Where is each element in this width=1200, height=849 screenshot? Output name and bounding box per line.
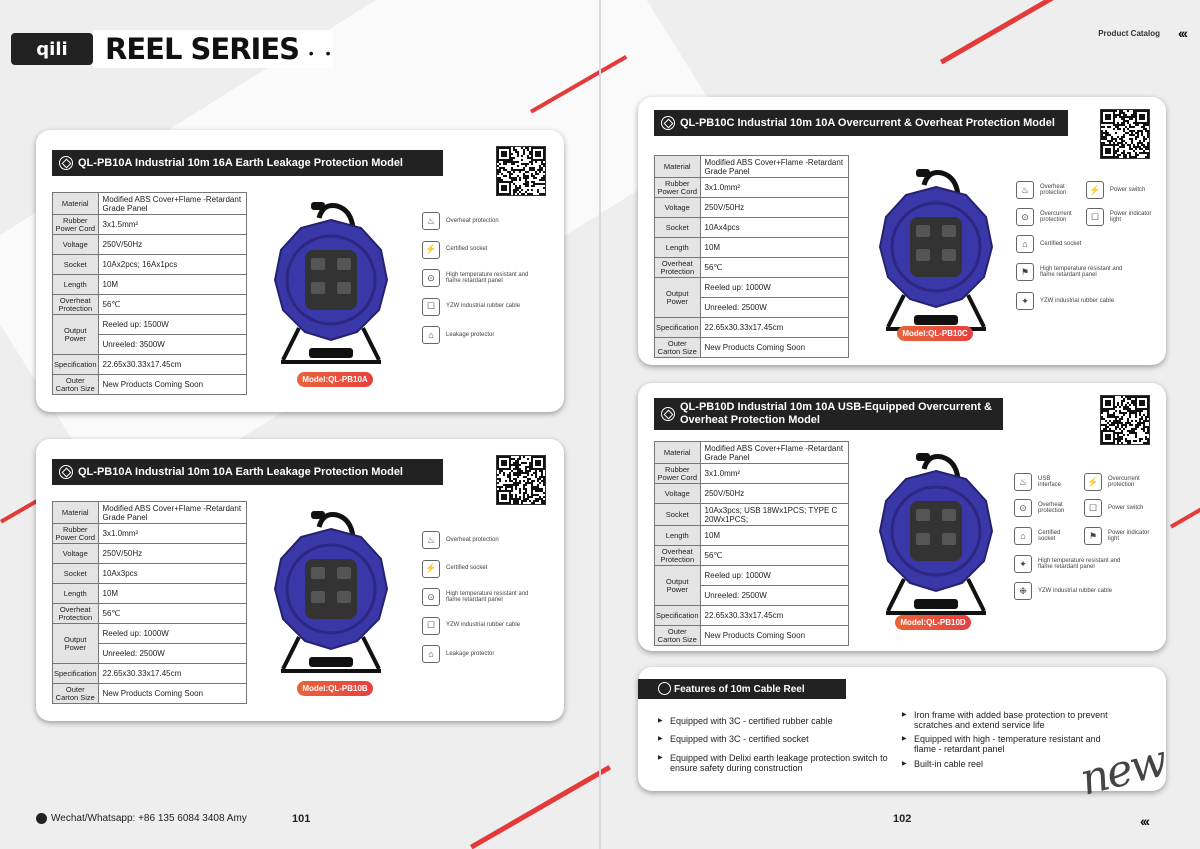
spec-value: Reeled up: 1000W: [700, 278, 848, 298]
bg-stripe-bottom: [470, 765, 611, 849]
feature-icon: ☐: [1086, 208, 1104, 226]
product-title-icon: [59, 156, 73, 170]
reel-image: [866, 165, 1006, 335]
spec-row: [53, 624, 247, 644]
spec-value: Modified ABS Cover+Flame -Retardant Grade Panel: [98, 502, 246, 524]
feature-item: [1016, 181, 1071, 199]
spec-value: 3x1.0mm²: [98, 524, 246, 544]
contact-text: Wechat/Whatsapp: +86 135 6084 3408 Amy: [51, 813, 247, 824]
page-number-right: 102: [893, 813, 912, 825]
product-title-bar: [52, 150, 443, 176]
spec-label: Rubber Power Cord: [53, 215, 99, 235]
series-dots: • • •: [292, 45, 335, 61]
spec-label: Socket: [655, 218, 701, 238]
spec-value: 250V/50Hz: [98, 235, 246, 255]
spec-value: Unreeled: 2500W: [700, 298, 848, 318]
bg-stripe-top-right: [940, 0, 1200, 64]
spec-row: [655, 278, 849, 298]
spec-label: Outer Carton Size: [53, 375, 99, 395]
spec-value: 22.65x30.33x17.45cm: [98, 664, 246, 684]
product-title: QL-PB10A Industrial 10m 10A Earth Leakage Protection Model: [78, 465, 403, 478]
product-title-icon: [661, 407, 675, 421]
feature-item: [1084, 473, 1154, 491]
feature-item: [1014, 473, 1069, 491]
feature-label: Leakage protector: [446, 650, 495, 657]
spec-row: [655, 566, 849, 586]
feature-item: [422, 531, 532, 549]
series-title: REEL SERIES: [93, 30, 333, 68]
feature-item: [422, 212, 532, 230]
feature-item: [1084, 527, 1154, 545]
spec-row: [53, 315, 247, 335]
feature-icon: ♨: [422, 212, 440, 230]
spec-value: 3x1.5mm²: [98, 215, 246, 235]
spec-row: [655, 156, 849, 178]
spec-row: [655, 484, 849, 504]
product-title-icon: [59, 465, 73, 479]
product-card-pb10c: [638, 97, 1166, 365]
spec-value: 56℃: [700, 546, 848, 566]
feature-label: USB interface: [1038, 475, 1062, 488]
spec-value: 56℃: [98, 295, 246, 315]
spec-label: Output Power: [655, 278, 701, 318]
spec-label: Outer Carton Size: [655, 626, 701, 646]
feature-icon: ⌂: [422, 645, 440, 663]
feature-item: [422, 326, 532, 344]
model-badge: Model:QL-PB10C: [897, 326, 973, 341]
spec-row: [655, 218, 849, 238]
spec-value: 10M: [700, 526, 848, 546]
catalog-label: Product Catalog: [1098, 29, 1160, 38]
feature-icon: ☐: [422, 298, 440, 316]
wechat-icon: [36, 813, 47, 824]
feature-item: [1016, 208, 1071, 226]
spec-value: Reeled up: 1000W: [700, 566, 848, 586]
feature-icon: ⌂: [1016, 235, 1034, 253]
feature-icon: ⚑: [1084, 527, 1102, 545]
product-title-icon: [661, 116, 675, 130]
spec-row: [655, 504, 849, 526]
product-title-bar: [52, 459, 443, 485]
qr-pattern: [1101, 396, 1149, 444]
brand-logo: [11, 33, 93, 65]
spec-value: 22.65x30.33x17.45cm: [700, 606, 848, 626]
spec-value: 250V/50Hz: [98, 544, 246, 564]
feature-icon: ⚡: [422, 241, 440, 259]
spec-label: Overheat Protection: [655, 258, 701, 278]
feature-label: High temperature resistant and flame retardant panel: [1040, 265, 1123, 278]
spec-value: 10M: [700, 238, 848, 258]
spec-row: [655, 464, 849, 484]
spec-value: 10Ax4pcs: [700, 218, 848, 238]
feature-icon: ⚡: [422, 560, 440, 578]
spec-label: Material: [53, 502, 99, 524]
spec-label: Rubber Power Cord: [655, 464, 701, 484]
spec-row: [53, 255, 247, 275]
spec-label: Socket: [53, 564, 99, 584]
spec-value: New Products Coming Soon: [98, 375, 246, 395]
spec-value: 10M: [98, 275, 246, 295]
feature-item: [422, 298, 532, 316]
spec-value: 56℃: [700, 258, 848, 278]
spec-value: New Products Coming Soon: [700, 626, 848, 646]
spec-value: 10Ax2pcs; 16Ax1pcs: [98, 255, 246, 275]
feature-item: [422, 645, 532, 663]
feature-item: [1016, 263, 1136, 281]
feature-label: YZW industrial rubber cable: [446, 622, 521, 629]
spec-value: 22.65x30.33x17.45cm: [700, 318, 848, 338]
feature-item: [1084, 499, 1154, 517]
spec-row: [53, 295, 247, 315]
feature-label: Overheat protection: [446, 217, 499, 224]
spec-row: [655, 178, 849, 198]
spec-label: Specification: [53, 664, 99, 684]
contact-info: [36, 813, 247, 824]
feature-label: High temperature resistant and flame retardant panel: [1038, 557, 1121, 570]
spec-label: Voltage: [53, 235, 99, 255]
cable-feature-item: ▶ Equipped with 3C - certified socket: [658, 735, 888, 745]
cable-features-title: Features of 10m Cable Reel: [674, 683, 805, 695]
qr-pattern: [497, 147, 545, 195]
new-badge: new: [1075, 735, 1171, 806]
feature-label: Certified socket: [1040, 240, 1082, 247]
spec-row: [655, 442, 849, 464]
feature-item: [1016, 292, 1136, 310]
spec-value: 250V/50Hz: [700, 198, 848, 218]
spec-label: Outer Carton Size: [53, 684, 99, 704]
spec-label: Length: [655, 526, 701, 546]
feature-icon: ☐: [422, 617, 440, 635]
feature-item: [422, 617, 532, 635]
spec-table: [654, 155, 849, 358]
spec-value: 10Ax3pcs; USB 18Wx1PCS; TYPE C 20Wx1PCS;: [700, 504, 848, 526]
qr-code-icon[interactable]: [496, 455, 546, 505]
spec-label: Socket: [53, 255, 99, 275]
feature-item: [422, 269, 532, 287]
feature-icon: ♨: [422, 531, 440, 549]
spec-row: [53, 564, 247, 584]
spec-value: Unreeled: 2500W: [700, 586, 848, 606]
spec-row: [53, 664, 247, 684]
feature-icon: ♨: [1014, 473, 1032, 491]
qr-code-icon[interactable]: [1100, 109, 1150, 159]
product-title-bar: [654, 398, 1003, 430]
spec-label: Specification: [655, 606, 701, 626]
feature-item: [1014, 499, 1069, 517]
spec-value: 250V/50Hz: [700, 484, 848, 504]
qr-code-icon[interactable]: [496, 146, 546, 196]
feature-icon: ☐: [1084, 499, 1102, 517]
reel-image: [261, 198, 401, 368]
feature-item: [422, 241, 532, 259]
spec-label: Material: [655, 442, 701, 464]
product-card-pb10d: [638, 383, 1166, 651]
feature-icon: ✦: [1016, 292, 1034, 310]
spec-label: Length: [53, 584, 99, 604]
spec-row: [53, 604, 247, 624]
feature-item: [1014, 555, 1134, 573]
spec-value: New Products Coming Soon: [98, 684, 246, 704]
feature-label: High temperature resistant and flame retardant panel: [446, 590, 529, 603]
spec-label: Output Power: [655, 566, 701, 606]
feature-item: [422, 588, 532, 606]
spec-label: Specification: [53, 355, 99, 375]
spec-label: Material: [655, 156, 701, 178]
spec-value: 22.65x30.33x17.45cm: [98, 355, 246, 375]
product-title-bar: [654, 110, 1068, 136]
feature-item: [422, 560, 532, 578]
feature-label: Overcurrent protection: [1108, 475, 1140, 488]
feature-label: Power switch: [1110, 186, 1146, 193]
spec-value: Reeled up: 1000W: [98, 624, 246, 644]
spec-row: [655, 258, 849, 278]
spec-label: Rubber Power Cord: [655, 178, 701, 198]
bg-stripe-right: [1170, 505, 1200, 528]
feature-label: Overheat protection: [446, 536, 499, 543]
feature-label: Power indicator light: [1110, 210, 1152, 223]
spec-row: [53, 502, 247, 524]
product-title: QL-PB10A Industrial 10m 16A Earth Leakage Protection Model: [78, 156, 403, 169]
feature-label: Power switch: [1108, 504, 1144, 511]
feature-icon: ⊙: [422, 269, 440, 287]
logo-text: qili: [36, 38, 68, 60]
features-title-icon: [658, 682, 671, 695]
spec-value: Modified ABS Cover+Flame -Retardant Grade Panel: [700, 442, 848, 464]
spec-row: [53, 355, 247, 375]
feature-label: Certified socket: [446, 246, 488, 253]
spec-row: [53, 544, 247, 564]
feature-label: Overheat protection: [1040, 183, 1067, 196]
feature-icon: ❉: [1014, 582, 1032, 600]
spec-row: [53, 235, 247, 255]
feature-label: Power indicator light: [1108, 529, 1150, 542]
feature-item: [1014, 582, 1134, 600]
spec-value: Reeled up: 1500W: [98, 315, 246, 335]
feature-item: [1086, 208, 1156, 226]
spec-row: [655, 626, 849, 646]
feature-label: Overheat protection: [1038, 501, 1065, 514]
feature-icon: ⌂: [1014, 527, 1032, 545]
feature-label: Certified socket: [446, 565, 488, 572]
spec-row: [655, 338, 849, 358]
spec-row: [53, 584, 247, 604]
spec-value: Unreeled: 2500W: [98, 644, 246, 664]
reel-image: [261, 507, 401, 677]
product-title: QL-PB10C Industrial 10m 10A Overcurrent & Overheat Protection Model: [680, 116, 1055, 129]
qr-pattern: [497, 456, 545, 504]
spec-label: Rubber Power Cord: [53, 524, 99, 544]
spec-label: Voltage: [655, 198, 701, 218]
feature-icon: ⊙: [1014, 499, 1032, 517]
feature-item: [1016, 235, 1126, 253]
spec-label: Length: [53, 275, 99, 295]
spec-label: Overheat Protection: [53, 604, 99, 624]
top-chevron-icon: ‹‹‹: [1178, 25, 1186, 41]
feature-label: YZW industrial rubber cable: [1038, 587, 1113, 594]
feature-label: Overcurrent protection: [1040, 210, 1072, 223]
spec-label: Overheat Protection: [655, 546, 701, 566]
feature-icon: ⊙: [1016, 208, 1034, 226]
spec-value: 3x1.0mm²: [700, 464, 848, 484]
spec-value: 3x1.0mm²: [700, 178, 848, 198]
spec-label: Specification: [655, 318, 701, 338]
spec-label: Voltage: [53, 544, 99, 564]
spec-label: Overheat Protection: [53, 295, 99, 315]
spec-value: 10M: [98, 584, 246, 604]
feature-label: YZW industrial rubber cable: [1040, 297, 1115, 304]
qr-pattern: [1101, 110, 1149, 158]
spread-fold: [599, 0, 601, 849]
feature-icon: ⚡: [1084, 473, 1102, 491]
spec-value: Modified ABS Cover+Flame -Retardant Grade Panel: [700, 156, 848, 178]
spec-label: Output Power: [53, 624, 99, 664]
spec-value: Unreeled: 3500W: [98, 335, 246, 355]
product-card-pb10a: [36, 130, 564, 412]
spec-label: Socket: [655, 504, 701, 526]
feature-icon: ✦: [1014, 555, 1032, 573]
feature-label: Certified socket: [1038, 529, 1061, 542]
spec-row: [53, 215, 247, 235]
cable-feature-item: ▶ Equipped with 3C - certified rubber cable: [658, 717, 888, 727]
feature-icon: ⌂: [422, 326, 440, 344]
spec-value: 56℃: [98, 604, 246, 624]
feature-icon: ♨: [1016, 181, 1034, 199]
qr-code-icon[interactable]: [1100, 395, 1150, 445]
spec-row: [655, 198, 849, 218]
spec-row: [655, 318, 849, 338]
model-badge: Model:QL-PB10B: [297, 681, 373, 696]
spec-row: [655, 238, 849, 258]
product-title: QL-PB10D Industrial 10m 10A USB-Equipped Overcurrent & Overheat Protection Model: [680, 401, 992, 426]
spec-row: [53, 275, 247, 295]
spec-table: [52, 501, 247, 704]
spec-table: [52, 192, 247, 395]
spec-table: [654, 441, 849, 646]
spec-value: New Products Coming Soon: [700, 338, 848, 358]
spec-row: [53, 684, 247, 704]
cable-feature-item: ▶ Built-in cable reel: [902, 760, 1122, 770]
spec-row: [53, 193, 247, 215]
spec-label: Outer Carton Size: [655, 338, 701, 358]
model-badge: Model:QL-PB10D: [895, 615, 971, 630]
feature-label: YZW industrial rubber cable: [446, 303, 521, 310]
spec-row: [655, 526, 849, 546]
spec-label: Output Power: [53, 315, 99, 355]
cable-feature-item: ▶ Equipped with Delixi earth leakage protection switch to ensure safety during construction: [658, 754, 888, 773]
feature-item: [1086, 181, 1156, 199]
feature-label: Leakage protector: [446, 331, 495, 338]
product-card-pb10b: [36, 439, 564, 721]
bottom-chevron-icon: ‹‹‹: [1140, 813, 1148, 829]
cable-feature-item: ▶ Equipped with high - temperature resistant and flame - retardant panel: [902, 735, 1122, 754]
reel-image: [866, 449, 1006, 619]
cable-features-title-bar: [638, 679, 846, 699]
spec-row: [655, 546, 849, 566]
spec-row: [53, 524, 247, 544]
feature-icon: ⚡: [1086, 181, 1104, 199]
spec-row: [53, 375, 247, 395]
spec-row: [655, 606, 849, 626]
spec-label: Length: [655, 238, 701, 258]
feature-icon: ⊙: [422, 588, 440, 606]
page-number-left: 101: [292, 813, 311, 825]
feature-label: High temperature resistant and flame retardant panel: [446, 271, 529, 284]
model-badge: Model:QL-PB10A: [297, 372, 373, 387]
spec-value: Modified ABS Cover+Flame -Retardant Grade Panel: [98, 193, 246, 215]
spec-label: Material: [53, 193, 99, 215]
spec-label: Voltage: [655, 484, 701, 504]
feature-icon: ⚑: [1016, 263, 1034, 281]
spec-value: 10Ax3pcs: [98, 564, 246, 584]
cable-feature-item: ▶ Iron frame with added base protection to prevent scratches and extend service life: [902, 711, 1142, 730]
feature-item: [1014, 527, 1069, 545]
